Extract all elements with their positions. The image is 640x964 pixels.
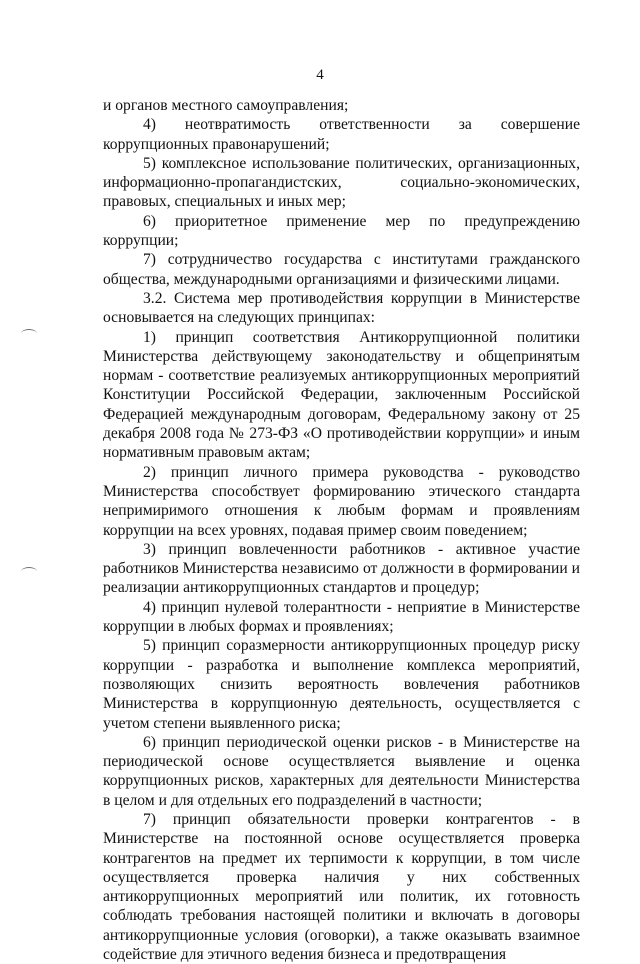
principle-7-counterparty-checks: 7) принцип обязательности проверки контрагентов - в Министерстве на постоянной основе осуществляется проверка контрагентов на предмет их терпимости к коррупции, в том числе осуществляется проверка наличия у них собственных антикоррупционных мероприятий или политик, их готовность соблюдать требования настоящей политики и включать в договоры антикоррупционные условия (оговорки), а также оказывать взаимное содействие для этичного ведения бизнеса и предотвращения: [103, 810, 580, 964]
paragraph-continuation: и органов местного самоуправления;: [103, 97, 349, 114]
principle-4-zero-tolerance: 4) принцип нулевой толерантности - неприятие в Министерстве коррупции в любых формах и проявлениях;: [103, 598, 580, 636]
binding-hole-mark: [21, 329, 37, 338]
binding-hole-mark: [21, 567, 37, 576]
list-item-5-complex-measures: 5) комплексное использование политических, организационных, информационно-пропагандистских, социально-экономических, правовых, специальных и иных мер;: [103, 154, 580, 211]
list-item-7-cooperation: 7) сотрудничество государства с институтами гражданского общества, международными организациями и физическими лицами.: [103, 251, 580, 288]
principle-6-risk-assessment: 6) принцип периодической оценки рисков - в Министерстве на периодической основе осуществляется выявление и оценка коррупционных рисков, характерных для деятельности Министерства в целом и для отдельных его подразделений в частности;: [103, 733, 580, 809]
section-3-2-intro: 3.2. Система мер противодействия коррупции в Министерстве основывается на следующих принципах:: [103, 289, 580, 327]
principle-1-compliance: 1) принцип соответствия Антикоррупционной политики Министерства действующему законодательству и общепринятым нормам - соответствие реализуемых антикоррупционных мероприятий Конституции Российской Федерации, заключенным Российской Федерацией международным договорам, Федеральному закону от 25 декабря 2008 года № 273-ФЗ «О противодействии коррупции» и иным нормативным правовым актам;: [103, 328, 580, 462]
list-item-4-inevitability: 4) неотвратимость ответственности за совершение коррупционных правонарушений;: [103, 116, 580, 153]
document-body: [103, 96, 580, 964]
page-number: 4: [316, 67, 324, 83]
list-item-6-prevention-priority: 6) приоритетное применение мер по предупреждению коррупции;: [103, 212, 580, 250]
principle-2-leadership-example: 2) принцип личного примера руководства - руководство Министерства способствует формированию этического стандарта непримиримого отношения к любым формам и проявлениям коррупции на всех уровнях, подавая пример своим поведением;: [103, 463, 580, 539]
principle-3-employee-involvement: 3) принцип вовлеченности работников - активное участие работников Министерства независимо от должности в формировании и реализации антикоррупционных стандартов и процедур;: [103, 540, 580, 597]
principle-5-proportionality: 5) принцип соразмерности антикоррупционных процедур риску коррупции - разработка и выполнение комплекса мероприятий, позволяющих снизить вероятность вовлечения работников Министерства в коррупционную деятельность, осуществляется с учетом степени выявленного риска;: [103, 637, 580, 732]
